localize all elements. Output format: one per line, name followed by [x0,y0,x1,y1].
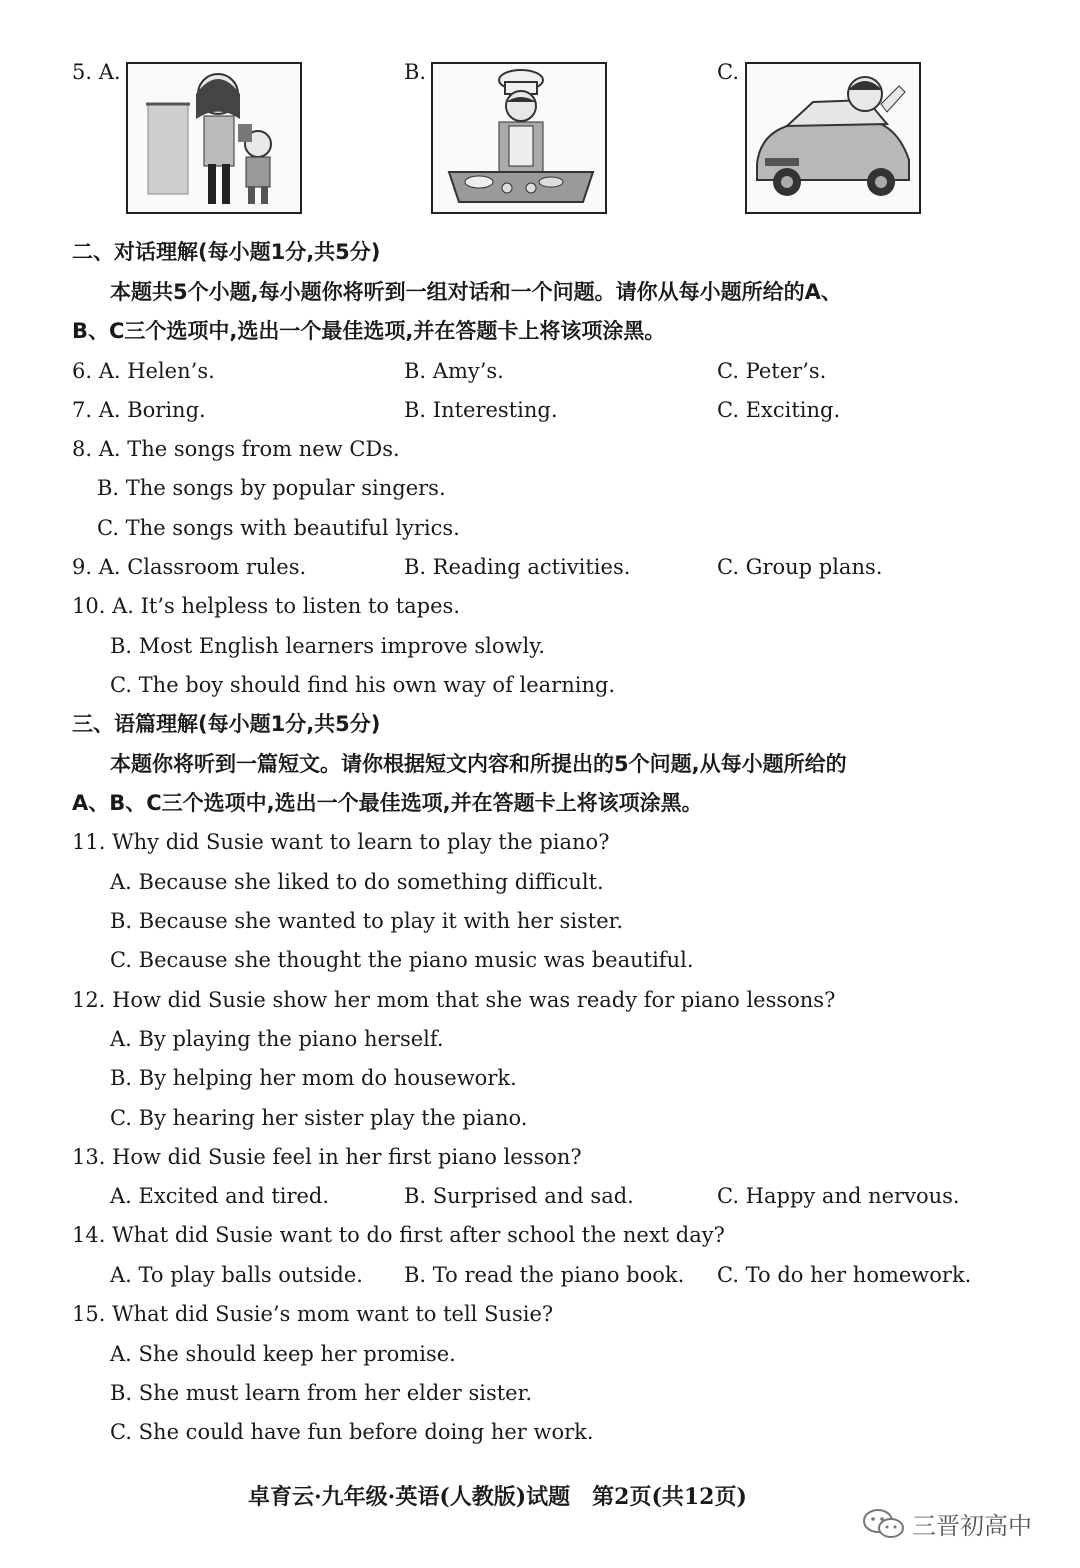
page-footer: 卓育云·九年级·英语(人教版)试题 第2页(共12页) [248,1484,747,1510]
watermark-text: 三晋初高中 [912,1512,1032,1540]
q10-option-b: B. Most English learners improve slowly. [110,634,545,658]
q11-option-a: A. Because she liked to do something difficult. [110,870,604,894]
q12-question: 12. How did Susie show her mom that she was ready for piano lessons? [72,988,836,1012]
q11-option-c: C. Because she thought the piano music was beautiful. [110,948,694,972]
man-driving-car-icon [747,64,919,212]
q13-option-a: A. Excited and tired. [110,1184,330,1208]
q5-picture-c [745,62,921,214]
q7-option-b: B. Interesting. [404,398,558,422]
q10-option-c: C. The boy should find his own way of learning. [110,673,616,697]
q12-option-c: C. By hearing her sister play the piano. [110,1106,528,1130]
q7-option-a: 7. A. Boring. [72,398,206,422]
section2-heading: 二、对话理解(每小题1分,共5分) [72,240,381,264]
watermark [862,1506,1032,1541]
q13-option-b: B. Surprised and sad. [404,1184,634,1208]
q5-picture-b [431,62,607,214]
q5-a-label: 5. A. [72,60,121,84]
q13-option-c: C. Happy and nervous. [717,1184,960,1208]
section2-instruction-line1: 本题共5个小题,每小题你将听到一组对话和一个问题。请你从每小题所给的A、 [110,280,842,304]
section2-instruction-line2: B、C三个选项中,选出一个最佳选项,并在答题卡上将该项涂黑。 [72,319,666,343]
section3-instruction-line2: A、B、C三个选项中,选出一个最佳选项,并在答题卡上将该项涂黑。 [72,791,703,815]
q9-option-c: C. Group plans. [717,555,883,579]
q12-option-a: A. By playing the piano herself. [110,1027,444,1051]
q9-option-b: B. Reading activities. [404,555,631,579]
q15-option-b: B. She must learn from her elder sister. [110,1381,533,1405]
q5-picture-a [126,62,302,214]
q6-option-c: C. Peter’s. [717,359,827,383]
q14-question: 14. What did Susie want to do first after school the next day? [72,1223,725,1247]
q7-option-c: C. Exciting. [717,398,841,422]
q13-question: 13. How did Susie feel in her first piano lesson? [72,1145,582,1169]
q15-question: 15. What did Susie’s mom want to tell Susie? [72,1302,554,1326]
q6-option-b: B. Amy’s. [404,359,504,383]
q11-question: 11. Why did Susie want to learn to play the piano? [72,830,610,854]
q10-option-a: 10. A. It’s helpless to listen to tapes. [72,594,461,618]
chef-cooking-icon [433,64,605,212]
q9-option-a: 9. A. Classroom rules. [72,555,307,579]
section3-instruction-line1: 本题你将听到一篇短文。请你根据短文内容和所提出的5个问题,从每小题所给的 [110,752,847,776]
q15-option-a: A. She should keep her promise. [110,1342,456,1366]
section3-heading: 三、语篇理解(每小题1分,共5分) [72,712,381,736]
q6-option-a: 6. A. Helen’s. [72,359,215,383]
q8-option-c: C. The songs with beautiful lyrics. [97,516,460,540]
q8-option-b: B. The songs by popular singers. [97,476,446,500]
q5-c-label: C. [717,60,739,84]
q14-option-a: A. To play balls outside. [110,1263,363,1287]
wechat-icon [862,1508,906,1540]
q12-option-b: B. By helping her mom do housework. [110,1066,517,1090]
q11-option-b: B. Because she wanted to play it with her sister. [110,909,624,933]
q5-b-label: B. [404,60,427,84]
q14-option-c: C. To do her homework. [717,1263,972,1287]
q15-option-c: C. She could have fun before doing her work. [110,1420,594,1444]
q8-option-a: 8. A. The songs from new CDs. [72,437,400,461]
q14-option-b: B. To read the piano book. [404,1263,685,1287]
mother-and-child-shopping-icon [128,64,300,212]
